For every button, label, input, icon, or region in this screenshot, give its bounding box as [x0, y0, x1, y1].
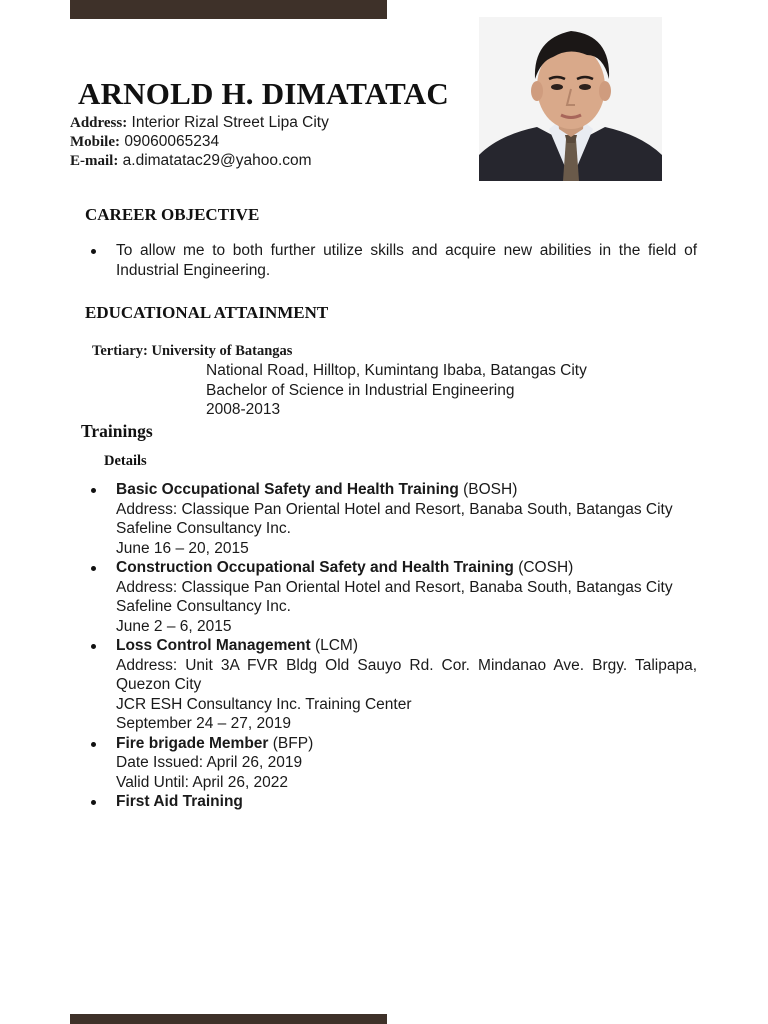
training-item: [89, 480, 697, 558]
email-line: [70, 151, 312, 171]
training-date: June 2 – 6, 2015: [116, 617, 232, 635]
school-name: University of Batangas: [151, 343, 293, 359]
address-line: [70, 113, 329, 133]
training-item: [89, 734, 697, 793]
training-org: JCR ESH Consultancy Inc. Training Center: [116, 695, 412, 713]
training-name: First Aid Training: [116, 793, 243, 810]
training-abbr: (LCM): [310, 637, 358, 654]
tertiary-line: [92, 343, 292, 360]
career-objective-heading: CAREER OBJECTIVE: [85, 205, 260, 224]
bottom-decorative-bar: [70, 1014, 387, 1024]
bullet-icon: [91, 644, 96, 649]
trainings-heading: Trainings: [81, 421, 153, 441]
training-valid: Valid Until: April 26, 2022: [116, 773, 289, 791]
training-org: Safeline Consultancy Inc.: [116, 520, 291, 537]
training-address: Address: Classique Pan Oriental Hotel and Resort, Banaba South, Batangas City: [116, 578, 673, 596]
bullet-icon: [91, 742, 96, 747]
applicant-name: ARNOLD H. DIMATATAC: [78, 76, 449, 111]
training-abbr: (BOSH): [458, 481, 518, 498]
top-decorative-bar: [70, 0, 387, 19]
degree: Bachelor of Science in Industrial Engineering: [206, 381, 515, 399]
trainings-list: [89, 480, 697, 812]
training-abbr: (BFP): [268, 734, 314, 752]
training-item: [89, 558, 697, 636]
training-date: September 24 – 27, 2019: [116, 715, 291, 732]
training-name: Loss Control Management: [116, 637, 311, 654]
bullet-icon: [91, 249, 96, 254]
training-name: Construction Occupational Safety and Health Training: [116, 559, 514, 576]
profile-photo-illustration: [479, 17, 662, 181]
school-address: National Road, Hilltop, Kumintang Ibaba, Batangas City: [206, 362, 587, 379]
training-name: Basic Occupational Safety and Health Training: [116, 481, 459, 498]
career-objective-text: To allow me to both further utilize skills and acquire new abilities in the field of Industrial Engineering.: [116, 242, 697, 279]
school-years: 2008-2013: [206, 401, 281, 418]
address-label: Address:: [70, 115, 128, 131]
bullet-icon: [91, 800, 96, 805]
training-date: June 16 – 20, 2015: [116, 539, 249, 557]
training-address: Address: Unit 3A FVR Bldg Old Sauyo Rd. Cor. Mindanao Ave. Brgy. Talipapa, Quezon City: [116, 656, 697, 693]
mobile-value: 09060065234: [124, 133, 220, 150]
training-issued: Date Issued: April 26, 2019: [116, 754, 303, 771]
email-value: a.dimatatac29@yahoo.com: [122, 152, 312, 169]
training-item: [89, 636, 697, 734]
educational-attainment-heading: EDUCATIONAL ATTAINMENT: [85, 303, 329, 322]
education-details: [206, 361, 587, 420]
training-item: [89, 792, 697, 812]
bullet-icon: [91, 566, 96, 571]
profile-photo: [479, 17, 662, 181]
mobile-label: Mobile:: [70, 134, 120, 150]
email-label: E-mail:: [70, 153, 119, 169]
training-abbr: (COSH): [513, 559, 574, 576]
training-name: Fire brigade Member: [116, 734, 269, 752]
details-label: Details: [104, 453, 147, 469]
mobile-line: [70, 132, 219, 152]
training-org: Safeline Consultancy Inc.: [116, 598, 291, 615]
career-objective-item: [89, 241, 697, 280]
training-address: Address: Classique Pan Oriental Hotel and Resort, Banaba South, Batangas City: [116, 500, 673, 518]
address-value: Interior Rizal Street Lipa City: [131, 114, 329, 131]
tertiary-label: Tertiary:: [92, 343, 148, 359]
career-objective-list: [89, 241, 697, 280]
bullet-icon: [91, 488, 96, 493]
